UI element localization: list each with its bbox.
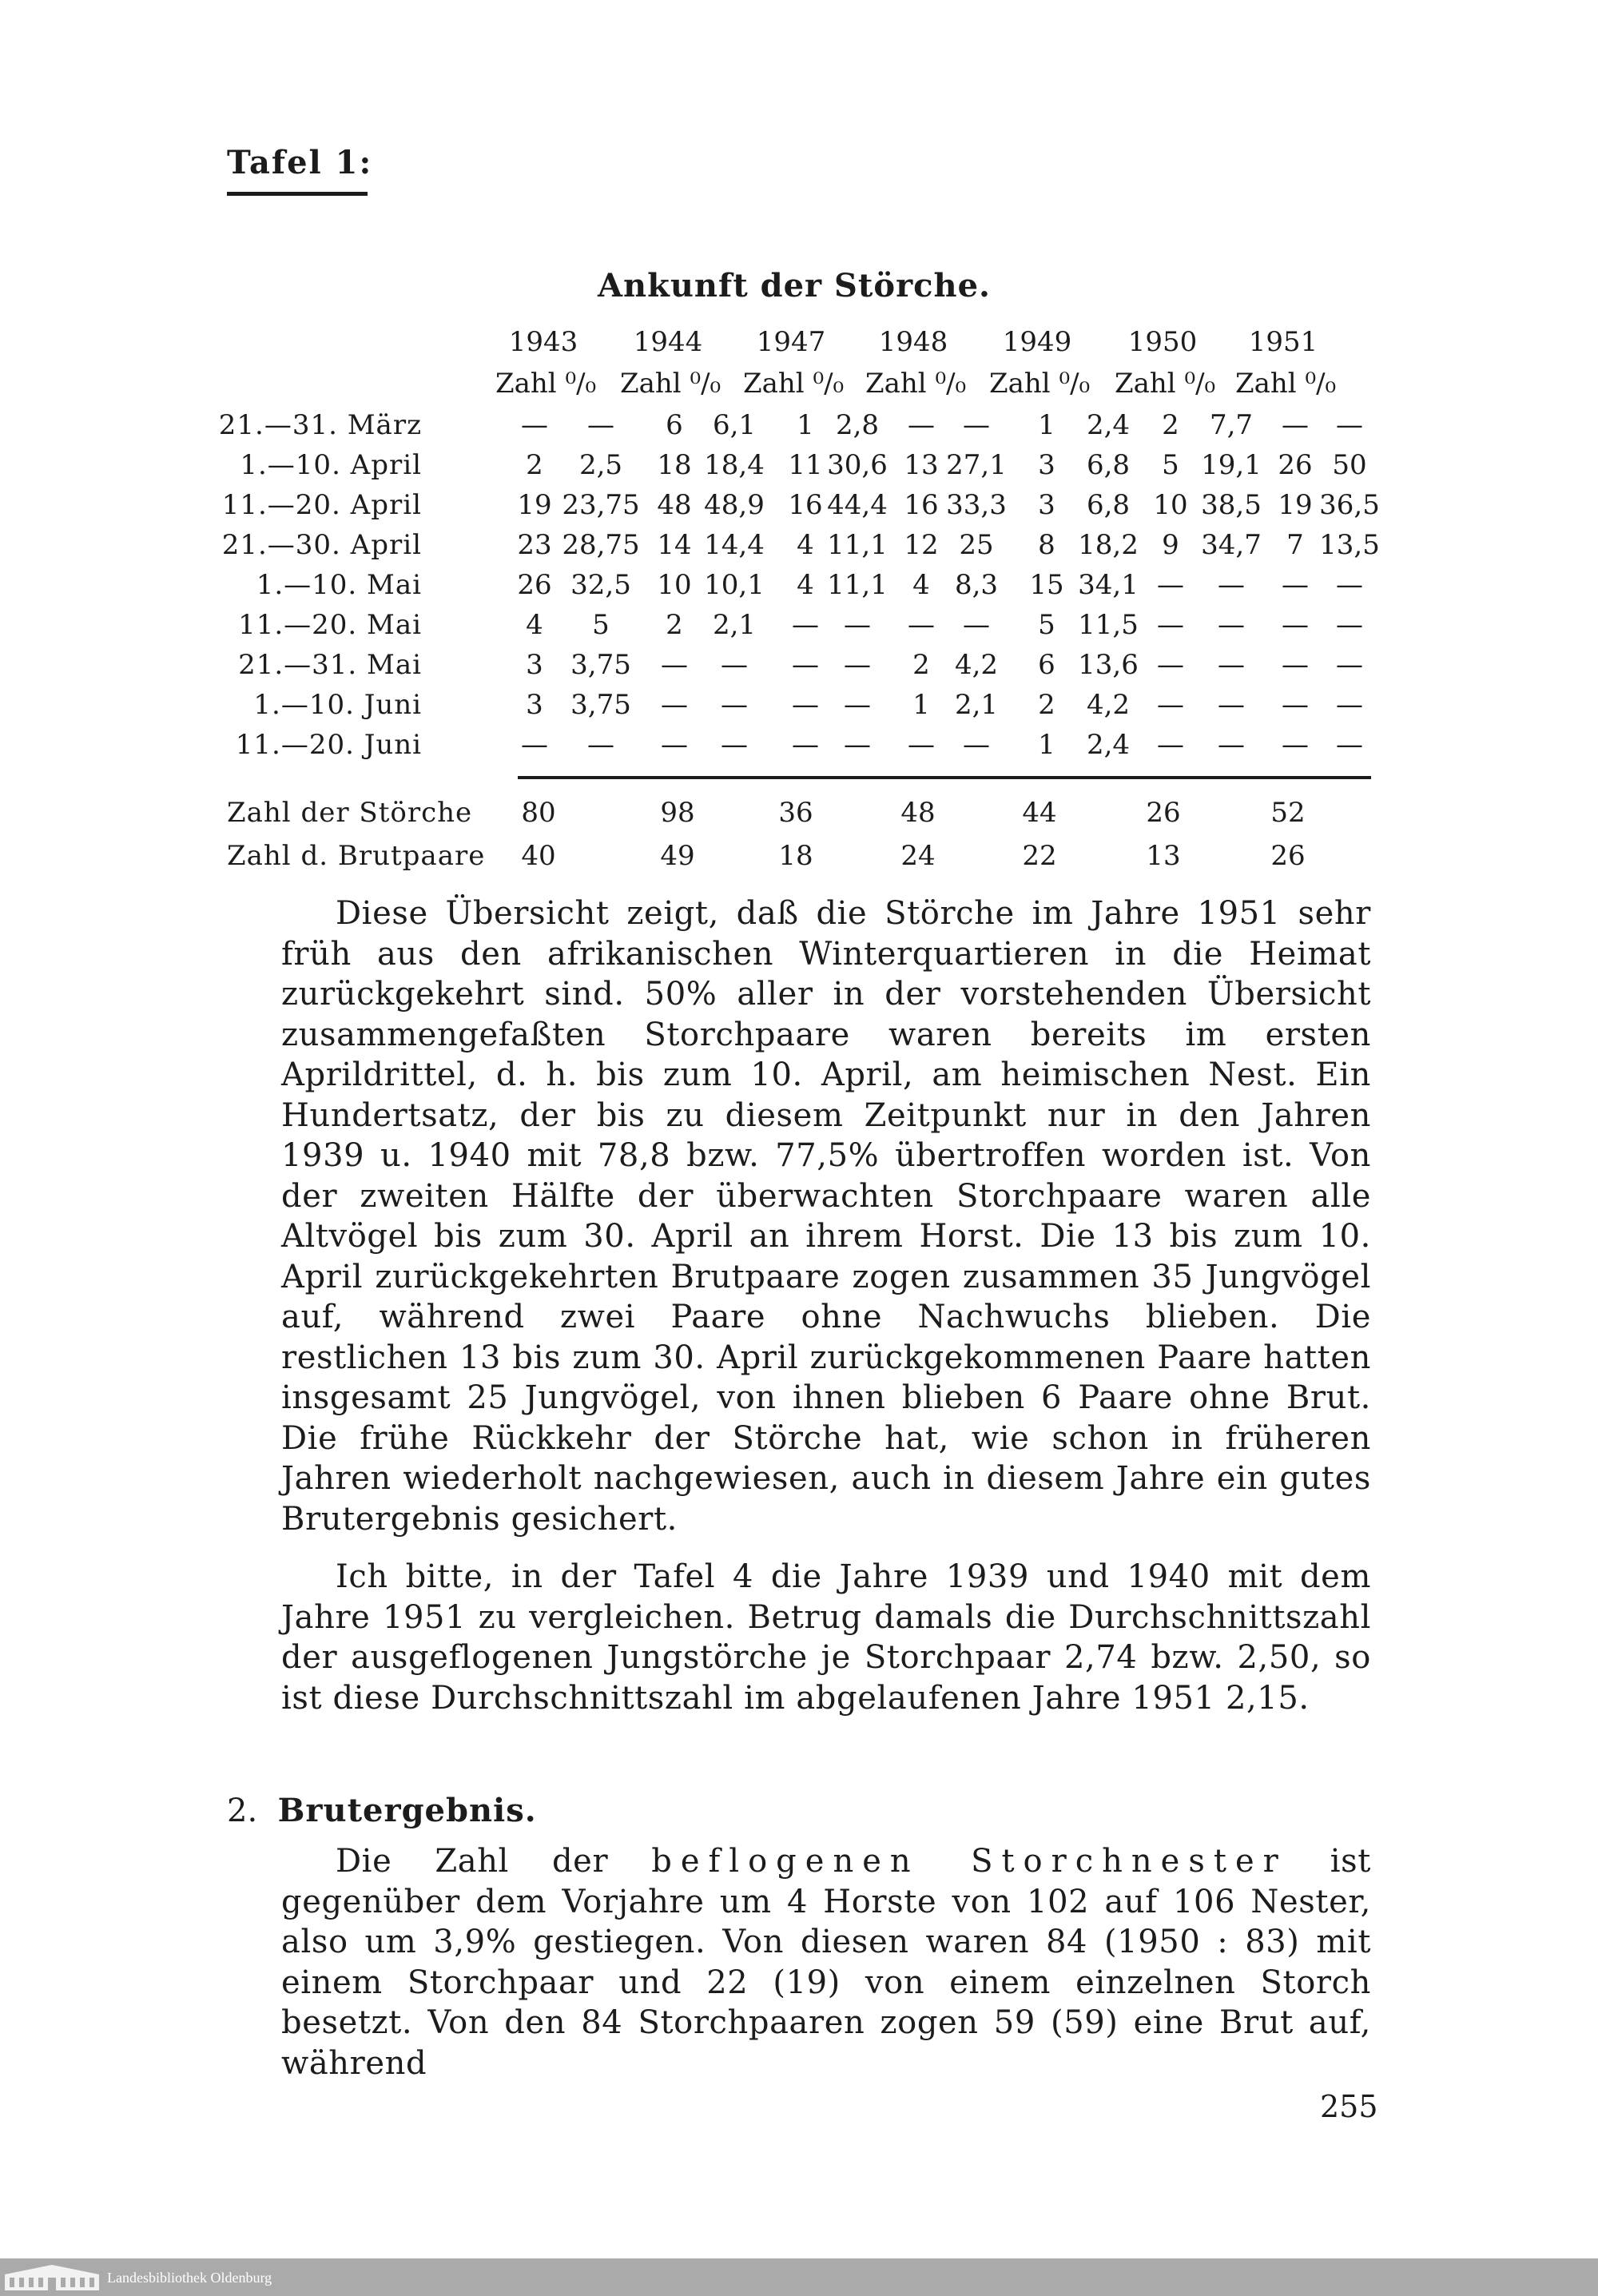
summary-value: 52 — [1270, 797, 1306, 829]
table-cell: 19 — [1278, 489, 1313, 521]
table-cell: 4,2 — [1086, 689, 1131, 721]
year-header: 1947 — [756, 326, 826, 358]
table-cell: — — [1157, 689, 1184, 721]
table-cell: 2,4 — [1086, 409, 1131, 441]
table-cell: — — [963, 729, 990, 761]
table-divider — [518, 776, 1371, 779]
row-label: 21.—31. Mai — [238, 649, 422, 681]
table-cell: 32,5 — [570, 569, 631, 601]
table-cell: 2,1 — [712, 609, 757, 641]
summary-value: 36 — [778, 797, 813, 829]
table-cell: 2 — [666, 609, 683, 641]
table-cell: — — [661, 689, 688, 721]
table-cell: 23,75 — [562, 489, 640, 521]
table-cell: — — [792, 609, 819, 641]
column-subheader: Zahl ⁰/₀ — [1235, 368, 1337, 400]
table-cell: 44,4 — [827, 489, 888, 521]
paragraph-3-spaced: beflogenen Storchnester — [651, 1843, 1287, 1880]
table-cell: 48,9 — [704, 489, 765, 521]
row-label: 11.—20. Mai — [238, 609, 422, 641]
row-label: 1.—10. Mai — [256, 569, 422, 601]
year-header: 1944 — [633, 326, 703, 358]
table-cell: 1 — [1038, 729, 1055, 761]
table-cell: — — [1282, 569, 1309, 601]
table-cell: 48 — [657, 489, 692, 521]
table-cell: 4 — [797, 569, 814, 601]
table-cell: — — [1282, 689, 1309, 721]
table-cell: 1 — [912, 689, 930, 721]
table-cell: 38,5 — [1201, 489, 1262, 521]
table-cell: — — [1218, 609, 1245, 641]
table-cell: — — [1157, 729, 1184, 761]
table-cell: 6,8 — [1086, 449, 1131, 481]
table-cell: — — [963, 409, 990, 441]
year-header: 1948 — [878, 326, 948, 358]
table-cell: 18 — [657, 449, 692, 481]
paragraph-1 — [281, 893, 1371, 1539]
summary-value: 98 — [660, 797, 695, 829]
table-cell: 12 — [904, 529, 939, 561]
table-cell: 2 — [526, 449, 543, 481]
table-cell: 26 — [517, 569, 552, 601]
table-cell: — — [1336, 649, 1363, 681]
table-cell: — — [1282, 409, 1309, 441]
table-cell: — — [1282, 729, 1309, 761]
paragraph-2 — [281, 1557, 1371, 1718]
table-cell: 18,4 — [704, 449, 765, 481]
summary-value: 26 — [1146, 797, 1181, 829]
tafel-heading: Tafel 1: — [227, 144, 373, 181]
table-cell: — — [792, 689, 819, 721]
table-cell: — — [908, 609, 935, 641]
row-label: 11.—20. April — [221, 489, 422, 521]
table-cell: — — [1218, 729, 1245, 761]
table-cell: — — [792, 649, 819, 681]
table-cell: 7 — [1286, 529, 1304, 561]
column-subheader: Zahl ⁰/₀ — [743, 368, 845, 400]
table-cell: 5 — [592, 609, 610, 641]
table-cell: 28,75 — [562, 529, 640, 561]
table-cell: 3 — [1038, 489, 1055, 521]
table-cell: 3,75 — [570, 649, 631, 681]
table-cell: 4 — [912, 569, 930, 601]
row-label: 11.—20. Juni — [235, 729, 422, 761]
table-cell: 18,2 — [1078, 529, 1139, 561]
summary-label: Zahl d. Brutpaare — [227, 840, 486, 872]
table-cell: 11,1 — [827, 529, 888, 561]
table-cell: — — [1157, 569, 1184, 601]
summary-value: 24 — [900, 840, 936, 872]
table-cell: — — [1282, 649, 1309, 681]
table-cell: 50 — [1332, 449, 1367, 481]
year-header: 1950 — [1127, 326, 1198, 358]
page-number: 255 — [1320, 2089, 1378, 2124]
summary-value: 49 — [660, 840, 695, 872]
table-cell: 27,1 — [946, 449, 1007, 481]
table-cell: 14 — [657, 529, 692, 561]
table-cell: — — [844, 689, 871, 721]
footer-text: Landesbibliothek Oldenburg — [107, 2270, 272, 2286]
summary-value: 44 — [1022, 797, 1057, 829]
table-cell: 19 — [517, 489, 552, 521]
table-cell: 26 — [1278, 449, 1313, 481]
table-cell: 3 — [1038, 449, 1055, 481]
summary-value: 13 — [1146, 840, 1181, 872]
column-subheader: Zahl ⁰/₀ — [495, 368, 597, 400]
row-label: 21.—31. März — [218, 409, 422, 441]
column-subheader: Zahl ⁰/₀ — [865, 368, 967, 400]
paragraph-1-text: Diese Übersicht zeigt, daß die Störche im Jahre 1951 sehr früh aus den afrikanischen Winterquartieren in die Heimat zurückgekehrt sind. 50% aller in der vorstehenden Übersicht zusammengefaßten Storchpaare waren bereits im ersten Aprildrittel, d. h. bis zum 10. April, am heimischen Nest. Ein Hundertsatz, der bis zu diesem Zeitpunkt nur in den Jahren 1939 u. 1940 mit 78,8 bzw. 77,5% übertroffen worden ist. Von der zweiten Hälfte der überwachten Storchpaare waren alle Altvögel bis zum 30. April an ihrem Horst. Die 13 bis zum 10. April zurückgekehrten Brutpaare zogen zusammen 35 Jungvögel auf, während zwei Paare ohne Nachwuchs blieben. Die restlichen 13 bis zum 30. April zurückgekommenen Paare hatten insgesamt 25 Jungvögel, von ihnen blieben 6 Paare ohne Brut. Die frühe Rückkehr der Störche hat, wie schon in früheren Jahren wiederholt nachgewiesen, auch in diesem Jahre ein gutes Brutergebnis gesichert. — [281, 895, 1371, 1538]
paragraph-3-rest: ist gegenüber dem Vorjahre um 4 Horste von 102 auf 106 Nester, also um 3,9% gestiegen. Von diesen waren 84 (1950 : 83) mit einem Storchpaar und 22 (19) von einem einzelnen Storch besetzt. Von den 84 Storchpaaren zogen 59 (59) eine Brut auf, während — [281, 1843, 1371, 2082]
table-cell: 10 — [1153, 489, 1188, 521]
row-label: 1.—10. Juni — [253, 689, 422, 721]
summary-value: 80 — [521, 797, 556, 829]
table-cell: — — [1336, 609, 1363, 641]
table-cell: — — [844, 729, 871, 761]
table-cell: 3 — [526, 689, 543, 721]
table-cell: 2,1 — [954, 689, 999, 721]
table-cell: — — [908, 409, 935, 441]
section-heading — [227, 1792, 537, 1829]
table-cell: 34,1 — [1078, 569, 1139, 601]
table-cell: 15 — [1029, 569, 1064, 601]
table-cell: — — [587, 409, 614, 441]
row-label: 21.—30. April — [221, 529, 422, 561]
table-cell: — — [521, 729, 548, 761]
table-cell: 5 — [1038, 609, 1055, 641]
table-cell: — — [844, 649, 871, 681]
table-cell: 14,4 — [704, 529, 765, 561]
table-cell: — — [1336, 569, 1363, 601]
section-title: Brutergebnis. — [277, 1792, 537, 1829]
summary-value: 48 — [900, 797, 936, 829]
table-cell: 6,8 — [1086, 489, 1131, 521]
summary-value: 26 — [1270, 840, 1306, 872]
table-cell: — — [661, 729, 688, 761]
table-cell: — — [721, 649, 748, 681]
table-cell: — — [1336, 729, 1363, 761]
paragraph-2-text: Ich bitte, in der Tafel 4 die Jahre 1939 und 1940 mit dem Jahre 1951 zu vergleichen. Betrug damals die Durchschnittszahl der ausgeflogenen Jungstörche je Storchpaar 2,74 bzw. 2,50, so ist diese Durchschnittszahl im abgelaufenen Jahre 1951 2,15. — [281, 1558, 1371, 1717]
table-cell: — — [792, 729, 819, 761]
table-title-text: Ankunft der Störche. — [598, 267, 991, 304]
table-cell: — — [1157, 649, 1184, 681]
table-cell: 19,1 — [1201, 449, 1262, 481]
table-cell: 30,6 — [827, 449, 888, 481]
table-cell: 2,8 — [835, 409, 880, 441]
table-cell: 2,4 — [1086, 729, 1131, 761]
table-cell: 6,1 — [712, 409, 757, 441]
table-cell: 4,2 — [954, 649, 999, 681]
table-cell: 11,5 — [1078, 609, 1139, 641]
year-header: 1943 — [508, 326, 578, 358]
table-cell: — — [844, 609, 871, 641]
table-cell: 3 — [526, 649, 543, 681]
summary-label: Zahl der Störche — [227, 797, 473, 829]
table-cell: 8,3 — [954, 569, 999, 601]
table-cell: — — [661, 649, 688, 681]
summary-value: 40 — [521, 840, 556, 872]
table-cell: 9 — [1162, 529, 1179, 561]
table-cell: 3,75 — [570, 689, 631, 721]
table-cell: — — [1157, 609, 1184, 641]
table-cell: 10,1 — [704, 569, 765, 601]
column-subheader: Zahl ⁰/₀ — [989, 368, 1091, 400]
table-cell: 10 — [657, 569, 692, 601]
heading-underline — [227, 192, 368, 196]
table-cell: 1 — [1038, 409, 1055, 441]
table-cell: 13 — [904, 449, 939, 481]
table-cell: 13,5 — [1319, 529, 1380, 561]
table-cell: — — [1336, 689, 1363, 721]
column-subheader: Zahl ⁰/₀ — [620, 368, 721, 400]
table-cell: 34,7 — [1201, 529, 1262, 561]
table-cell: 1 — [797, 409, 814, 441]
table-cell: 6 — [1038, 649, 1055, 681]
table-cell: — — [908, 729, 935, 761]
column-subheader: Zahl ⁰/₀ — [1115, 368, 1216, 400]
summary-value: 18 — [778, 840, 813, 872]
table-cell: — — [587, 729, 614, 761]
table-cell: — — [1218, 649, 1245, 681]
table-cell: 23 — [517, 529, 552, 561]
paragraph-3 — [281, 1841, 1371, 2083]
table-cell: 25 — [959, 529, 994, 561]
table-cell: — — [1282, 609, 1309, 641]
table-cell: 33,3 — [946, 489, 1007, 521]
table-cell: 4 — [797, 529, 814, 561]
year-header: 1951 — [1248, 326, 1318, 358]
table-cell: 2 — [1162, 409, 1179, 441]
table-cell: 8 — [1038, 529, 1055, 561]
table-cell: — — [963, 609, 990, 641]
table-cell: 6 — [666, 409, 683, 441]
table-cell: 16 — [788, 489, 823, 521]
row-label: 1.—10. April — [240, 449, 422, 481]
table-title — [0, 267, 1598, 304]
table-cell: 2,5 — [578, 449, 623, 481]
table-cell: 4 — [526, 609, 543, 641]
table-cell: 13,6 — [1078, 649, 1139, 681]
year-header: 1949 — [1002, 326, 1072, 358]
table-cell: — — [721, 689, 748, 721]
paragraph-3-start: Die Zahl der — [336, 1843, 609, 1880]
table-cell: — — [521, 409, 548, 441]
table-cell: 2 — [912, 649, 930, 681]
summary-value: 22 — [1022, 840, 1057, 872]
table-cell: — — [1336, 409, 1363, 441]
table-cell: 5 — [1162, 449, 1179, 481]
table-cell: — — [721, 729, 748, 761]
table-cell: — — [1218, 689, 1245, 721]
footer-bar — [0, 2258, 1598, 2296]
section-number: 2. — [227, 1793, 258, 1829]
table-cell: 36,5 — [1319, 489, 1380, 521]
table-cell: 11,1 — [827, 569, 888, 601]
table-cell: 7,7 — [1209, 409, 1254, 441]
library-building-icon — [5, 2265, 99, 2290]
table-cell: — — [1218, 569, 1245, 601]
table-cell: 16 — [904, 489, 939, 521]
table-cell: 2 — [1038, 689, 1055, 721]
table-cell: 11 — [788, 449, 823, 481]
